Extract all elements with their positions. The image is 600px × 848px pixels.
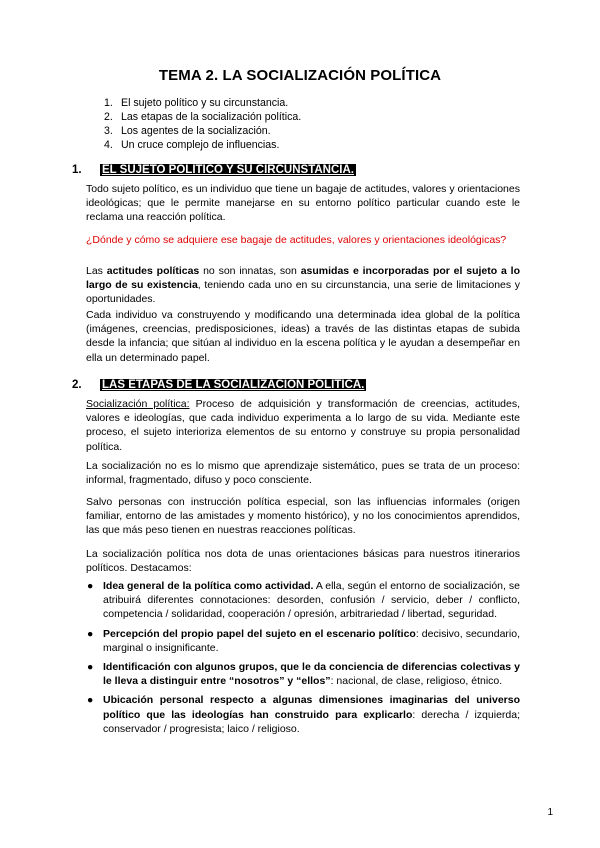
section-1-paragraph-1: Todo sujeto político, es un individuo que tiene un bagaje de actitudes, valores y orientaciones ideológicas; que le permite manejarse en su entorno político particular cuando este le reclama una reacción política. (86, 183, 520, 224)
list-item: ● Identificación con algunos grupos, que le da conciencia de diferencias colectivas y le lleva a distinguir entre “nosotros” y “ellos”: nacional, de clase, religioso, étnico. (87, 661, 520, 688)
list-item: ● Percepción del propio papel del sujeto en el escenario político: decisivo, secundario, marginal o insignificante. (87, 627, 520, 654)
list-item: ● Ubicación personal respecto a algunas dimensiones imaginarias del universo político que las ideologías han construido para explicarlo: derecha / izquierda; conservador / progresista; laico / religioso. (87, 694, 520, 735)
table-of-contents (104, 96, 301, 152)
toc-item: 2. Las etapas de la socialización política. (104, 111, 302, 123)
section-2-paragraph-4: La socialización política nos dota de unas orientaciones básicas para nuestros itinerarios políticos. Destacamos: (86, 548, 520, 575)
section-1-heading: 1. EL SUJETO POLÍTICO Y SU CIRCUNSTANCIA. (72, 164, 354, 176)
bullet-icon: ● (87, 627, 94, 640)
bullet-icon: ● (87, 580, 94, 592)
page-number: 1 (547, 807, 553, 818)
bullet-icon: ● (87, 661, 94, 674)
section-1-paragraph-3: Cada individuo va construyendo y modificando una determinada idea global de la política (imágenes, creencias, predisposiciones, ideas) a través de las distintas etapas de subida desde la infancia; que sitúan al individuo en la escena política y le ayudan a desempeñar en ella un determinado papel. (86, 309, 520, 364)
page-title: TEMA 2. LA SOCIALIZACIÓN POLÍTICA (158, 67, 442, 84)
list-item: ● Idea general de la política como actividad. A ella, según el entorno de socialización, se atribuirá diferentes connotaciones: desorden, confusión / servicio, deber / conflicto, competencia / solidaridad, cooperación / opresión, arbitrariedad / libertad, seguridad. (87, 580, 520, 621)
section-1-question: ¿Dónde y cómo se adquiere ese bagaje de actitudes, valores y orientaciones ideológicas? (86, 234, 507, 246)
section-2-heading: 2. LAS ETAPAS DE LA SOCIALIZACIÓN POLÍTICA. (72, 379, 365, 391)
section-2-paragraph-1: Socialización política: Proceso de adquisición y transformación de creencias, actitudes, valores e ideologías, que cada individuo experimenta a lo largo de su vida. Mediante este proceso, el sujeto interioriza elementos de su entorno y construye su propia personalidad política. (86, 398, 520, 453)
section-1-paragraph-2: Las actitudes políticas no son innatas, son asumidas e incorporadas por el sujeto a lo largo de su existencia, teniendo cada uno en su circunstancia, una serie de limitaciones y oportunidades. (86, 265, 521, 306)
bullet-icon: ● (87, 694, 94, 707)
orientation-list (86, 579, 520, 741)
section-2-paragraph-2: La socialización no es lo mismo que aprendizaje sistemático, pues se trata de un proceso: informal, fragmentado, difuso y poco consciente. (86, 460, 520, 487)
toc-item: 1. El sujeto político y su circunstancia. (104, 97, 289, 109)
section-2-paragraph-3: Salvo personas con instrucción política especial, son las influencias informales (origen familiar, entorno de las amistades y momento histórico), y no los conocimientos aprendidos, las que más peso tienen en nuestras reacciones políticas. (86, 496, 520, 537)
toc-item: 4. Un cruce complejo de influencias. (104, 139, 280, 151)
toc-item: 3. Los agentes de la socialización. (104, 125, 271, 137)
